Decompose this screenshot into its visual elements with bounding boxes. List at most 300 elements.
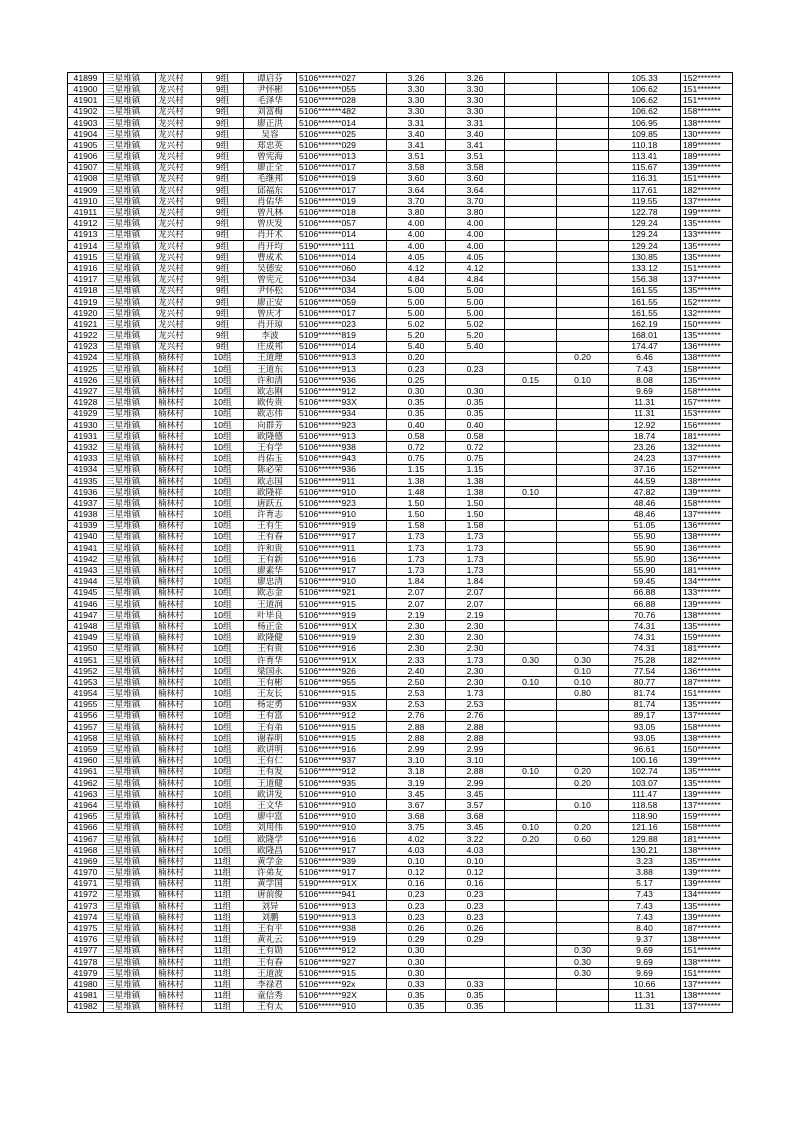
cell-row-number: 41935 — [68, 475, 104, 486]
table-row — [68, 867, 733, 878]
cell-id-number: 5106*******034 — [297, 274, 387, 285]
cell-name: 廖素华 — [244, 565, 297, 576]
cell-row-number: 41902 — [68, 106, 104, 117]
cell-row-number: 41926 — [68, 375, 104, 386]
cell-total-area: 0.20 — [387, 352, 446, 363]
cell-area-b — [505, 218, 557, 229]
cell-group: 10组 — [202, 419, 244, 430]
cell-id-number: 5106*******025 — [297, 128, 387, 139]
cell-phone: 138******* — [681, 117, 733, 128]
cell-phone: 135******* — [681, 900, 733, 911]
cell-area-a: 3.30 — [446, 84, 505, 95]
cell-amount: 18.74 — [609, 431, 681, 442]
cell-village: 龙兴村 — [156, 207, 202, 218]
table-row — [68, 721, 733, 732]
cell-village: 楠林村 — [156, 542, 202, 553]
cell-town: 三星堆镇 — [104, 330, 156, 341]
cell-total-area: 0.33 — [387, 979, 446, 990]
cell-village: 楠林村 — [156, 665, 202, 676]
cell-row-number: 41911 — [68, 207, 104, 218]
cell-total-area: 1.84 — [387, 576, 446, 587]
cell-village: 楠林村 — [156, 363, 202, 374]
cell-phone: 136******* — [681, 341, 733, 352]
table-row — [68, 833, 733, 844]
cell-town: 三星堆镇 — [104, 184, 156, 195]
cell-area-c — [557, 789, 609, 800]
cell-id-number: 5106*******939 — [297, 856, 387, 867]
cell-row-number: 41904 — [68, 128, 104, 139]
cell-total-area: 3.45 — [387, 789, 446, 800]
cell-amount: 130.85 — [609, 252, 681, 263]
cell-name: 邱福东 — [244, 184, 297, 195]
cell-group: 10组 — [202, 442, 244, 453]
cell-area-a: 3.57 — [446, 800, 505, 811]
cell-area-c — [557, 117, 609, 128]
cell-amount: 116.31 — [609, 173, 681, 184]
cell-name: 欧志伟 — [244, 408, 297, 419]
cell-area-b — [505, 173, 557, 184]
cell-amount: 80.77 — [609, 677, 681, 688]
table-row — [68, 285, 733, 296]
cell-id-number: 5106*******034 — [297, 285, 387, 296]
cell-area-c — [557, 319, 609, 330]
cell-amount: 93.05 — [609, 721, 681, 732]
cell-amount: 115.67 — [609, 162, 681, 173]
cell-town: 三星堆镇 — [104, 654, 156, 665]
cell-town: 三星堆镇 — [104, 263, 156, 274]
cell-area-b — [505, 554, 557, 565]
cell-area-b — [505, 979, 557, 990]
table-row — [68, 531, 733, 542]
cell-total-area: 2.88 — [387, 733, 446, 744]
cell-town: 三星堆镇 — [104, 307, 156, 318]
cell-village: 龙兴村 — [156, 229, 202, 240]
cell-name: 欧志刚 — [244, 386, 297, 397]
cell-id-number: 5106*******93X — [297, 699, 387, 710]
cell-row-number: 41966 — [68, 822, 104, 833]
cell-phone: 136******* — [681, 542, 733, 553]
cell-row-number: 41923 — [68, 341, 104, 352]
cell-total-area: 1.50 — [387, 498, 446, 509]
cell-id-number: 5190*******111 — [297, 240, 387, 251]
cell-area-b — [505, 128, 557, 139]
cell-area-b — [505, 307, 557, 318]
cell-phone: 139******* — [681, 912, 733, 923]
cell-total-area: 0.29 — [387, 934, 446, 945]
cell-name: 李波 — [244, 330, 297, 341]
cell-phone: 135******* — [681, 856, 733, 867]
cell-area-a: 1.73 — [446, 565, 505, 576]
cell-area-c — [557, 207, 609, 218]
cell-row-number: 41953 — [68, 677, 104, 688]
table-row — [68, 856, 733, 867]
cell-group: 9组 — [202, 330, 244, 341]
cell-area-b — [505, 900, 557, 911]
cell-town: 三星堆镇 — [104, 397, 156, 408]
cell-id-number: 5106*******014 — [297, 117, 387, 128]
cell-area-b — [505, 117, 557, 128]
cell-area-b — [505, 744, 557, 755]
cell-phone: 156******* — [681, 419, 733, 430]
table-row — [68, 464, 733, 475]
cell-amount: 106.62 — [609, 84, 681, 95]
cell-area-b — [505, 509, 557, 520]
cell-total-area: 3.30 — [387, 84, 446, 95]
cell-name: 吴德安 — [244, 263, 297, 274]
cell-group: 9组 — [202, 173, 244, 184]
cell-village: 龙兴村 — [156, 73, 202, 84]
cell-phone: 152******* — [681, 296, 733, 307]
cell-row-number: 41913 — [68, 229, 104, 240]
cell-area-b — [505, 587, 557, 598]
cell-total-area: 0.25 — [387, 375, 446, 386]
cell-group: 9组 — [202, 307, 244, 318]
cell-id-number: 5106*******911 — [297, 542, 387, 553]
cell-id-number: 5106*******936 — [297, 464, 387, 475]
cell-amount: 7.43 — [609, 363, 681, 374]
cell-area-c — [557, 889, 609, 900]
table-row — [68, 73, 733, 84]
cell-phone: 130******* — [681, 128, 733, 139]
cell-town: 三星堆镇 — [104, 486, 156, 497]
cell-phone: 138******* — [681, 733, 733, 744]
table-row — [68, 968, 733, 979]
cell-area-a: 1.50 — [446, 498, 505, 509]
cell-town: 三星堆镇 — [104, 509, 156, 520]
cell-row-number: 41952 — [68, 665, 104, 676]
cell-total-area: 5.02 — [387, 319, 446, 330]
cell-group: 10组 — [202, 542, 244, 553]
cell-phone: 151******* — [681, 945, 733, 956]
cell-amount: 93.05 — [609, 733, 681, 744]
cell-name: 尹怀松 — [244, 285, 297, 296]
cell-row-number: 41967 — [68, 833, 104, 844]
cell-total-area: 3.18 — [387, 766, 446, 777]
cell-row-number: 41942 — [68, 554, 104, 565]
cell-row-number: 41941 — [68, 542, 104, 553]
table-row — [68, 386, 733, 397]
cell-amount: 9.69 — [609, 386, 681, 397]
cell-id-number: 5106*******916 — [297, 643, 387, 654]
cell-village: 楠林村 — [156, 867, 202, 878]
cell-village: 楠林村 — [156, 956, 202, 967]
cell-village: 楠林村 — [156, 431, 202, 442]
cell-name: 刘鹏 — [244, 912, 297, 923]
cell-group: 10组 — [202, 598, 244, 609]
cell-area-a: 3.41 — [446, 140, 505, 151]
cell-amount: 161.55 — [609, 307, 681, 318]
cell-total-area: 3.68 — [387, 811, 446, 822]
cell-town: 三星堆镇 — [104, 196, 156, 207]
cell-id-number: 5106*******910 — [297, 576, 387, 587]
cell-phone: 136******* — [681, 665, 733, 676]
cell-name: 李禄君 — [244, 979, 297, 990]
cell-id-number: 5106*******923 — [297, 498, 387, 509]
cell-area-c: 0.20 — [557, 352, 609, 363]
cell-id-number: 5106*******019 — [297, 196, 387, 207]
cell-total-area: 5.00 — [387, 285, 446, 296]
cell-area-a: 2.30 — [446, 632, 505, 643]
cell-town: 三星堆镇 — [104, 621, 156, 632]
cell-id-number: 5106*******482 — [297, 106, 387, 117]
cell-total-area: 5.40 — [387, 341, 446, 352]
cell-total-area: 2.76 — [387, 710, 446, 721]
cell-area-b — [505, 878, 557, 889]
cell-area-c — [557, 990, 609, 1001]
cell-name: 郑忠英 — [244, 140, 297, 151]
cell-town: 三星堆镇 — [104, 84, 156, 95]
cell-group: 10组 — [202, 665, 244, 676]
cell-town: 三星堆镇 — [104, 934, 156, 945]
cell-amount: 48.46 — [609, 509, 681, 520]
cell-village: 楠林村 — [156, 912, 202, 923]
cell-area-a: 3.51 — [446, 151, 505, 162]
cell-row-number: 41949 — [68, 632, 104, 643]
cell-group: 10组 — [202, 408, 244, 419]
cell-id-number: 5106*******019 — [297, 173, 387, 184]
cell-area-a: 3.80 — [446, 207, 505, 218]
cell-id-number: 5106*******936 — [297, 375, 387, 386]
table-row — [68, 319, 733, 330]
cell-area-b — [505, 610, 557, 621]
cell-area-a: 1.38 — [446, 486, 505, 497]
cell-area-c — [557, 252, 609, 263]
cell-row-number: 41940 — [68, 531, 104, 542]
cell-phone: 181******* — [681, 833, 733, 844]
cell-town: 三星堆镇 — [104, 900, 156, 911]
table-row — [68, 128, 733, 139]
cell-area-a: 3.68 — [446, 811, 505, 822]
cell-area-b — [505, 431, 557, 442]
cell-phone: 158******* — [681, 363, 733, 374]
table-row — [68, 979, 733, 990]
cell-name: 尹怀彬 — [244, 84, 297, 95]
cell-area-a: 1.15 — [446, 464, 505, 475]
cell-name: 王有发 — [244, 766, 297, 777]
cell-group: 10组 — [202, 397, 244, 408]
cell-area-a: 1.58 — [446, 520, 505, 531]
cell-id-number: 5106*******911 — [297, 475, 387, 486]
cell-area-b — [505, 319, 557, 330]
cell-area-b — [505, 956, 557, 967]
cell-area-a: 3.22 — [446, 833, 505, 844]
cell-id-number: 5190*******913 — [297, 912, 387, 923]
cell-amount: 55.90 — [609, 542, 681, 553]
cell-area-b — [505, 341, 557, 352]
cell-group: 10组 — [202, 699, 244, 710]
cell-town: 三星堆镇 — [104, 475, 156, 486]
cell-area-c — [557, 73, 609, 84]
cell-village: 楠林村 — [156, 352, 202, 363]
cell-total-area: 0.30 — [387, 945, 446, 956]
cell-total-area: 4.00 — [387, 240, 446, 251]
cell-area-a: 4.00 — [446, 218, 505, 229]
cell-town: 三星堆镇 — [104, 990, 156, 1001]
cell-amount: 81.74 — [609, 699, 681, 710]
cell-village: 楠林村 — [156, 733, 202, 744]
table-row — [68, 554, 733, 565]
cell-town: 三星堆镇 — [104, 240, 156, 251]
cell-total-area: 2.30 — [387, 643, 446, 654]
cell-row-number: 41900 — [68, 84, 104, 95]
cell-area-b — [505, 632, 557, 643]
cell-area-a: 4.84 — [446, 274, 505, 285]
cell-id-number: 5106*******921 — [297, 587, 387, 598]
cell-phone: 133******* — [681, 587, 733, 598]
cell-group: 10组 — [202, 621, 244, 632]
cell-town: 三星堆镇 — [104, 162, 156, 173]
cell-area-c — [557, 106, 609, 117]
table-row — [68, 632, 733, 643]
cell-area-b — [505, 733, 557, 744]
cell-row-number: 41961 — [68, 766, 104, 777]
cell-area-b — [505, 419, 557, 430]
cell-area-c — [557, 542, 609, 553]
cell-row-number: 41924 — [68, 352, 104, 363]
cell-row-number: 41920 — [68, 307, 104, 318]
cell-id-number: 5106*******917 — [297, 844, 387, 855]
cell-phone: 151******* — [681, 173, 733, 184]
cell-phone: 158******* — [681, 386, 733, 397]
cell-amount: 9.69 — [609, 945, 681, 956]
cell-area-c — [557, 173, 609, 184]
cell-id-number: 5106*******913 — [297, 431, 387, 442]
cell-area-b: 0.10 — [505, 677, 557, 688]
cell-area-a: 1.73 — [446, 531, 505, 542]
cell-town: 三星堆镇 — [104, 789, 156, 800]
cell-area-a: 1.73 — [446, 542, 505, 553]
cell-group: 10组 — [202, 844, 244, 855]
cell-area-a: 5.00 — [446, 307, 505, 318]
cell-phone: 135******* — [681, 766, 733, 777]
cell-village: 龙兴村 — [156, 151, 202, 162]
cell-total-area: 4.12 — [387, 263, 446, 274]
cell-area-b — [505, 923, 557, 934]
cell-id-number: 5106*******916 — [297, 833, 387, 844]
table-row — [68, 207, 733, 218]
cell-name: 王道润 — [244, 598, 297, 609]
cell-town: 三星堆镇 — [104, 945, 156, 956]
cell-area-c — [557, 363, 609, 374]
cell-group: 10组 — [202, 610, 244, 621]
cell-total-area: 5.00 — [387, 296, 446, 307]
cell-town: 三星堆镇 — [104, 923, 156, 934]
cell-id-number: 5106*******027 — [297, 73, 387, 84]
table-row — [68, 419, 733, 430]
cell-name: 曹成术 — [244, 252, 297, 263]
cell-phone: 158******* — [681, 106, 733, 117]
cell-amount: 113.41 — [609, 151, 681, 162]
cell-total-area: 1.73 — [387, 531, 446, 542]
cell-total-area: 0.23 — [387, 912, 446, 923]
cell-name: 王有贵 — [244, 643, 297, 654]
table-row — [68, 240, 733, 251]
cell-phone: 182******* — [681, 654, 733, 665]
cell-area-a: 2.88 — [446, 766, 505, 777]
cell-id-number: 5106*******938 — [297, 923, 387, 934]
cell-group: 10组 — [202, 766, 244, 777]
cell-name: 许和清 — [244, 375, 297, 386]
cell-village: 楠林村 — [156, 968, 202, 979]
cell-area-a: 3.45 — [446, 789, 505, 800]
cell-row-number: 41925 — [68, 363, 104, 374]
cell-total-area: 5.00 — [387, 307, 446, 318]
table-row — [68, 475, 733, 486]
cell-amount: 11.31 — [609, 408, 681, 419]
cell-name: 欧隆德 — [244, 431, 297, 442]
cell-area-a: 2.30 — [446, 677, 505, 688]
cell-area-c — [557, 229, 609, 240]
cell-name: 曾庆发 — [244, 218, 297, 229]
cell-village: 楠林村 — [156, 654, 202, 665]
cell-area-b — [505, 1001, 557, 1012]
cell-area-b — [505, 397, 557, 408]
cell-area-c: 0.10 — [557, 800, 609, 811]
cell-amount: 75.28 — [609, 654, 681, 665]
cell-id-number: 5106*******017 — [297, 184, 387, 195]
cell-area-c — [557, 307, 609, 318]
cell-area-a — [446, 968, 505, 979]
cell-row-number: 41947 — [68, 610, 104, 621]
cell-village: 楠林村 — [156, 990, 202, 1001]
cell-area-c — [557, 900, 609, 911]
cell-group: 10组 — [202, 486, 244, 497]
cell-id-number: 5106*******919 — [297, 632, 387, 643]
cell-area-c: 0.80 — [557, 688, 609, 699]
cell-row-number: 41973 — [68, 900, 104, 911]
cell-group: 10组 — [202, 643, 244, 654]
table-row — [68, 610, 733, 621]
cell-town: 三星堆镇 — [104, 442, 156, 453]
cell-village: 龙兴村 — [156, 307, 202, 318]
cell-amount: 59.45 — [609, 576, 681, 587]
cell-group: 9组 — [202, 296, 244, 307]
cell-phone: 153******* — [681, 408, 733, 419]
cell-id-number: 5106*******926 — [297, 665, 387, 676]
cell-phone: 159******* — [681, 632, 733, 643]
cell-village: 楠林村 — [156, 643, 202, 654]
cell-phone: 135******* — [681, 285, 733, 296]
cell-phone: 137******* — [681, 979, 733, 990]
cell-name: 陈必荣 — [244, 464, 297, 475]
table-row — [68, 330, 733, 341]
cell-area-a: 3.58 — [446, 162, 505, 173]
cell-area-b — [505, 598, 557, 609]
cell-phone: 138******* — [681, 956, 733, 967]
cell-total-area: 0.23 — [387, 900, 446, 911]
cell-phone: 158******* — [681, 498, 733, 509]
cell-amount: 174.47 — [609, 341, 681, 352]
cell-town: 三星堆镇 — [104, 710, 156, 721]
cell-area-b — [505, 889, 557, 900]
table-row — [68, 509, 733, 520]
cell-name: 肖开琼 — [244, 319, 297, 330]
cell-village: 楠林村 — [156, 419, 202, 430]
cell-town: 三星堆镇 — [104, 128, 156, 139]
cell-id-number: 5106*******029 — [297, 140, 387, 151]
cell-group: 10组 — [202, 554, 244, 565]
cell-name: 童信秀 — [244, 990, 297, 1001]
cell-row-number: 41958 — [68, 733, 104, 744]
cell-amount: 103.07 — [609, 777, 681, 788]
cell-phone: 138******* — [681, 352, 733, 363]
cell-group: 11组 — [202, 968, 244, 979]
cell-area-b — [505, 408, 557, 419]
cell-area-c — [557, 442, 609, 453]
cell-area-b — [505, 934, 557, 945]
cell-town: 三星堆镇 — [104, 867, 156, 878]
table-row — [68, 733, 733, 744]
